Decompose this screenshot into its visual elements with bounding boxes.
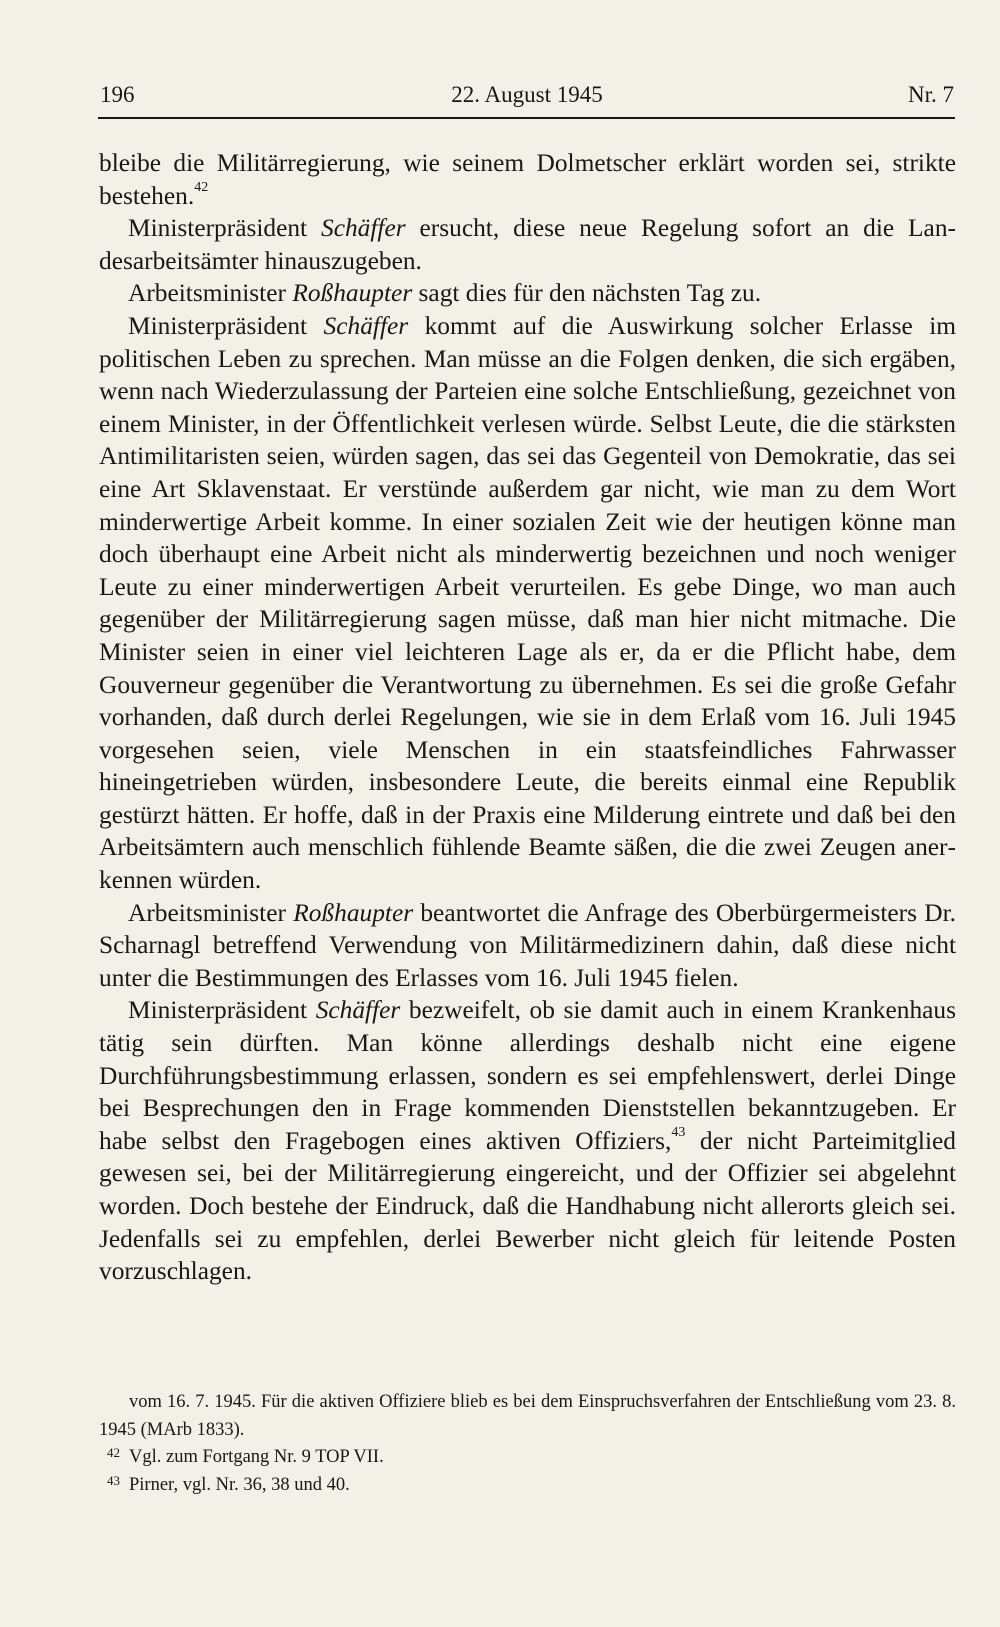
page-number: 196 xyxy=(100,82,135,107)
paragraph-text: der nicht Parteimitglied gewesen sei, bei der Militärregierung eingereicht, und der Offizier sei abgelehnt worden. Doch bestehe der Eindruck, daß die Handhabung nicht allerorts gleich sei. Jedenfalls sei zu empfehlen, derlei Bewerber nicht gleich für leitende Posten vorzuschlagen. xyxy=(99,1126,956,1286)
speaker-name: Roßhaupter xyxy=(292,279,413,308)
paragraph-text: Arbeitsminister xyxy=(128,898,294,927)
header-rule xyxy=(98,117,955,119)
paragraph-5 xyxy=(99,897,956,995)
paragraph-text: sagt dies für den nächsten Tag zu. xyxy=(412,279,762,308)
paragraph-1 xyxy=(99,147,956,212)
footnote-continuation: vom 16. 7. 1945. Für die aktiven Offiziere blieb es bei dem Einspruchsverfahren der Entschließung vom 23. 8. 1945 (MArb 1833). xyxy=(99,1392,956,1440)
footnotes xyxy=(99,1389,956,1499)
speaker-name: Roßhaupter xyxy=(293,898,414,927)
speaker-name: Schäffer xyxy=(323,311,409,340)
paragraph-text: Ministerpräsident xyxy=(128,214,321,243)
footnote-number: 42 xyxy=(107,1445,120,1460)
document-number: Nr. 7 xyxy=(908,82,954,107)
paragraph-4 xyxy=(99,310,956,897)
body-text xyxy=(99,147,956,1288)
footnote-text: Vgl. zum Fortgang Nr. 9 TOP VII. xyxy=(129,1447,384,1467)
paragraph-text: bleibe die Militärregierung, wie seinem Dolmetscher erklärt worden sei, strikte bestehen. xyxy=(99,149,956,210)
footnote-number: 43 xyxy=(107,1472,120,1488)
paragraph-6 xyxy=(99,994,956,1287)
page-header xyxy=(100,82,954,118)
paragraph-text: Arbeitsminister xyxy=(128,279,293,308)
paragraph-text: Ministerpräsident xyxy=(128,996,316,1025)
footnote-ref-42: 42 xyxy=(194,180,209,196)
footnote-43 xyxy=(99,1472,956,1500)
footnote-text: Pirner, vgl. Nr. 36, 38 und 40. xyxy=(129,1474,350,1495)
footnote-ref-43: 43 xyxy=(671,1125,686,1141)
paragraph-text: beantwortet die Anfrage des Oberbürgermeisters Dr. Scharnagl betreffend Verwendung von Militärmedizinern dahin, daß diese nicht unter die Bestimmungen des Erlasses vom 16. Juli 1945 fielen. xyxy=(99,898,956,992)
paragraph-2 xyxy=(99,212,956,277)
speaker-name: Schäffer xyxy=(315,996,401,1025)
footnote-42 xyxy=(99,1444,956,1472)
header-date: 22. August 1945 xyxy=(451,82,603,107)
paragraph-text: Ministerpräsident xyxy=(128,311,324,340)
paragraph-text: kommt auf die Auswirkung solcher Erlasse im politischen Leben zu sprechen. Man müsse an die Folgen denken, die sich ergäben, wenn nach Wiederzulassung der Parteien eine solche Entschließung, gezeichnet von einem Minister, in der Öffentlichkeit verlesen würde. Selbst Leute, die die stärksten Antimilitaristen seien, würden sagen, das sei das Gegenteil von Demokratie, das sei eine Art Sklavenstaat. Er verstünde außerdem gar nicht, wie man zu dem Wort minderwertige Arbeit komme. In einer sozialen Zeit wie der heutigen könne man doch überhaupt eine Arbeit nicht als minderwertig bezeichnen und noch weniger Leute zu einer minderwertigen Arbeit verurteilen. Es gebe Dinge, wo man auch gegenüber der Militärregierung sagen müsse, daß man hier nicht mitmache. Die Minister seien in einer viel leichteren Lage als er, da er die Pflicht habe, dem Gouverneur gegenüber die Verantwortung zu übernehmen. Es sei die große Gefahr vorhanden, daß durch derlei Regelungen, wie sie in dem Erlaß vom 16. Juli 1945 vorgesehen seien, viele Menschen in ein staatsfeindliches Fahrwasser hineingetrieben würden, insbesondere Leute, die bereits einmal eine Republik gestürzt hätten. Er hoffe, daß in der Praxis eine Milderung eintrete und daß bei den Arbeitsämtern auch menschlich fühlende Beamte säßen, die die zwei Zeugen anerkennen würden. xyxy=(99,311,956,895)
paragraph-text: bezweifelt, ob sie damit auch in einem Krankenhaus tätig sein dürften. Man könne allerdings deshalb nicht eine eigene Durchführungsbestimmung erlassen, sondern es sei empfehlenswert, derlei Dinge bei Besprechungen den in Frage kommenden Dienststellen bekanntzugeben. Er habe selbst den Fragebogen eines aktiven Offiziers, xyxy=(99,996,957,1155)
speaker-name: Schäffer xyxy=(321,214,406,243)
paragraph-3 xyxy=(99,277,956,310)
paragraph-text: ersucht, diese neue Regelung sofort an die Landesarbeitsämter hinauszugeben. xyxy=(99,214,956,275)
